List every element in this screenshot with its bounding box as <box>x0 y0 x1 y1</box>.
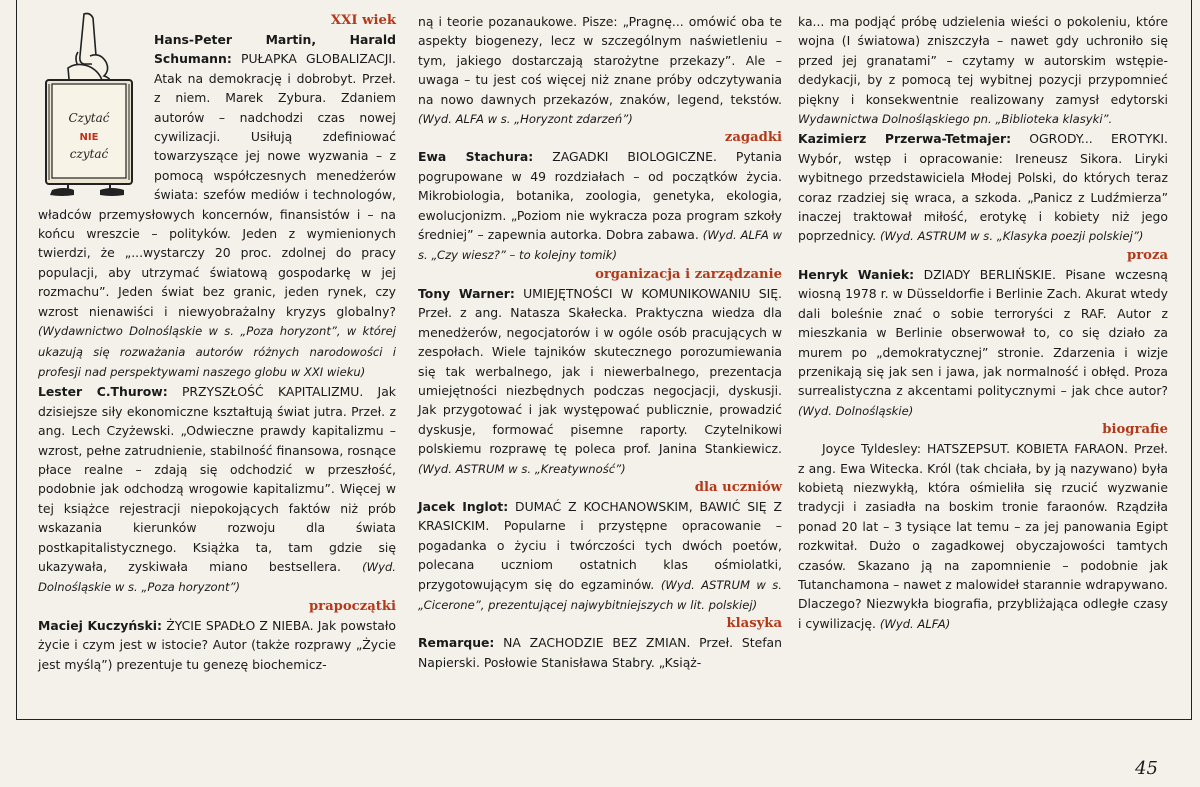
logo-text-2: NIE <box>79 132 99 143</box>
column-3 <box>798 12 1168 634</box>
book-entry <box>38 382 396 597</box>
book-entry <box>798 265 1168 421</box>
book-entry <box>418 633 782 672</box>
column-2 <box>418 12 782 672</box>
entry-publisher: (Wydawnictwo Dolnośląskie w s. „Poza horyzont”, w której ukazują się rozważania autorów różnych narodowości i profesji nad perspektywami naszego globu w XXI wieku) <box>38 324 396 379</box>
entry-author: Hans-Peter Martin, Harald Schumann: <box>154 32 396 67</box>
entry-author: Henryk Waniek: <box>798 266 915 282</box>
entry-author: Ewa Stachura: <box>418 149 534 165</box>
logo-text-1: Czytać <box>68 111 110 125</box>
entry-publisher: (Wyd. ALFA w s. „Horyzont zdarzeń”) <box>418 112 633 127</box>
book-hand-icon <box>38 12 148 198</box>
section-heading: dla uczniów <box>694 479 782 495</box>
entry-text: ZAGADKI BIOLOGICZNE. Pytania pogrupowane w 49 rozdziałach – od początków życia. Mikrobiologia, botanika, zoologia, genetyka, ekologia, ewolucjonizm. „Poziom nie wykracza poza program szkoły średniej” – zapewnia autorka. Dobra zabawa. <box>418 149 782 243</box>
entry-publisher: (Wyd. ALFA) <box>879 616 951 631</box>
entry-author: Remarque: <box>418 635 495 651</box>
entry-text: DUMAĆ Z KOCHANOWSKIM, BAWIĆ SIĘ Z KRASICKIM. Popularne i przystępne opracowanie – pogadanka o życiu i twórczości tych dwóch poetów, polecana uczniom ostatnich klas ośmiolatki, przygotowującym się do egzaminów. <box>418 498 782 592</box>
entry-author: Tony Warner: <box>418 285 515 301</box>
column-1 <box>38 12 396 674</box>
section-heading: zagadki <box>724 130 782 146</box>
entry-publisher: (Wyd. ASTRUM w s. „Kreatywność”) <box>418 461 626 476</box>
section-heading: XXI wiek <box>330 13 396 28</box>
entry-author: Maciej Kuczyński: <box>38 617 162 633</box>
entry-publisher: (Wyd. ASTRUM w s. „Cicerone”, prezentującej najwybitniejszych w lit. polskiej) <box>418 577 782 612</box>
section-heading: klasyka <box>726 616 782 632</box>
book-entry <box>418 147 782 265</box>
book-entry <box>418 284 782 479</box>
book-entry <box>798 12 1168 129</box>
entry-publisher: (Wyd. Dolnośląskie w s. „Poza horyzont”) <box>38 559 396 595</box>
book-entry <box>38 616 396 674</box>
entry-text: ka... ma podjąć próbę udzielenia wieści o pokoleniu, które wojna (I światowa) zniszczyła – nawet gdy uchroniło się przed jej granatami” – czytamy w autorskim wstępie-dedykacji, by z pomocą tej wybitnej pozycji przypomnieć piękny i konsekwentnie realizowany zamysł edytorski <box>798 14 1168 107</box>
entry-publisher: (Wyd. ASTRUM w s. „Klasyka poezji polskiej”) <box>879 229 1144 244</box>
entry-text: NA ZACHODZIE BEZ ZMIAN. Przeł. Stefan Napierski. Posłowie Stanisława Stabry. „Książ- <box>418 635 782 670</box>
book-entry <box>798 129 1168 246</box>
entry-text: UMIEJĘTNOŚCI W KOMUNIKOWANIU SIĘ. Przeł. z ang. Natasza Skałecka. Praktyczna wiedza dla menedżerów, negocjatorów i w ogóle osób pracujących w zespołach. Wiele tajników skutecznego porozumiewania się tak werbalnego, jak i niewerbalnego, prezentacja umiejętności niezbędnych podczas negocjacji, dyskusji. Jak przygotować i jak występować publicznie, prowadzić dyskusje, formować pisemne raporty. Czytelnikowi polskiemu rozprawę tę poleca prof. Janina Stankiewicz. <box>418 285 782 457</box>
book-entry <box>418 12 782 129</box>
entry-author: Lester C.Thurow: <box>38 384 168 400</box>
section-heading: biografie <box>1102 422 1168 438</box>
entry-text: ną i teorie pozanaukowe. Pisze: „Pragnę... omówić oba te aspekty biogenezy, lecz w szczególnym naświetleniu – tym, jakiego dostarczają starożytne przekazy”. Ale – uwaga – tu jest coś więcej niż znane próby odczytywania na nowo dawnych przekazów, znaków, legend, tekstów. <box>418 14 782 107</box>
entry-text: DZIADY BERLIŃSKIE. Pisane wczesną wiosną 1978 r. w Düsseldorfie i Berlinie Zach. Akurat wtedy dali boleśnie znać o sobie terroryści z RAF. Autor z mieszkania w Berlinie obserwował to, co się działo za murem po „demokratycznej” stronie. Zdarzenia i wizje przenikają się jak sen i jawa, jak normalność i obłęd. Proza surrealistyczna z akcentami politycznymi – jak chce autor? <box>798 266 1168 399</box>
book-entry <box>418 497 782 615</box>
entry-author: Kazimierz Przerwa-Tetmajer: <box>798 131 1012 147</box>
entry-publisher: Wydawnictwa Dolnośląskiego pn. „Biblioteka klasyki”. <box>798 112 1113 127</box>
entry-publisher: (Wyd. ALFA w s. „Czy wiesz?” – to kolejny tomik) <box>418 228 783 263</box>
logo-text-3: czytać <box>69 147 109 161</box>
entry-text: ŻYCIE SPADŁO Z NIEBA. Jak powstało życie i czym jest w istocie? Autor (także rozprawy „Życie jest myślą”) prezentuje tu genezę biochemicz- <box>38 617 396 672</box>
entry-text: PUŁAPKA GLOBALIZACJI. Atak na demokrację i dobrobyt. Przeł. z niem. Marek Zybura. Zdaniem autorów – nadchodzi czas nowej cywilizacji. Usiłują zdefiniować towarzyszące jej nowe wyzwania – z pomocą współczesnych menedżerów świata: szefów mediów i technologów, władców przemysłowych koncernów, finansistów i – na końcu wreszcie – polityków. Jeden z wymienionych twierdzi, że „...wystarczy 20 proc. zdolnej do pracy populacji, aby utrzymać światową gospodarkę w jej rozmachu”. Jeden świat bez granic, jeden rynek, czy wzrost nienawiści i niewyobrażalny kryzys globalny? <box>38 51 396 319</box>
section-heading: organizacja i zarządzanie <box>595 266 782 282</box>
entry-text: PRZYSZŁOŚĆ KAPITALIZMU. Jak dzisiejsze siły ekonomiczne kształtują świat jutra. Przeł. z ang. Lech Czyżewski. „Odwieczne prawdy kapitalizmu – wzrost, pełne zatrudnienie, stabilność finansowa, rosnące płace realne – zdają się odchodzić w przeszłość, podobnie jak odchodzą wrogowie kapitalizmu”. Więcej w tej książce rejestracji niepokojących faktów niż prób wskazania kierunków rozwoju dla świata postkapitalistycznego. Książka ta, tam gdzie się ukazywała, zyskiwała miano bestsellera. <box>38 384 396 574</box>
entry-author: Jacek Inglot: <box>418 498 509 514</box>
section-heading: prapoczątki <box>308 598 396 614</box>
page-number: 45 <box>1135 758 1158 779</box>
book-entry <box>798 439 1168 634</box>
czytac-nie-czytac-logo <box>38 12 148 198</box>
entry-text: Joyce Tyldesley: HATSZEPSUT. KOBIETA FARAON. Przeł. z ang. Ewa Witecka. Król (tak chciała, by ją nazywano) była kobietą niezwykłą, która ośmieliła się rzucić wyzwanie tradycji i zasiadła na boskim tronie faraonów. Rządziła ponad 20 lat – 3 tysiące lat temu – za jej panowania Egipt rozkwitał. Dużo o zagadkowej obyczajowości tamtych czasów. Skazano ją na zapomnienie – podobnie jak Tutanchamona – nawet z malowideł starannie wdrapywano. Dlaczego? Niezwykła biografia, przybliżająca odległe czasy i cywilizację. <box>798 441 1168 631</box>
entry-text: OGRODY... EROTYKI. Wybór, wstęp i opracowanie: Ireneusz Sikora. Liryki wybitnego przedstawiciela Młodej Polski, do których teraz coraz rzadziej się wraca, a szkoda. „Panicz z Ludźmierza” inaczej traktował miłość, erotykę i kobiety niż jego poprzednicy. <box>798 131 1168 244</box>
section-heading: proza <box>1127 247 1168 263</box>
entry-publisher: (Wyd. Dolnośląskie) <box>798 403 914 418</box>
